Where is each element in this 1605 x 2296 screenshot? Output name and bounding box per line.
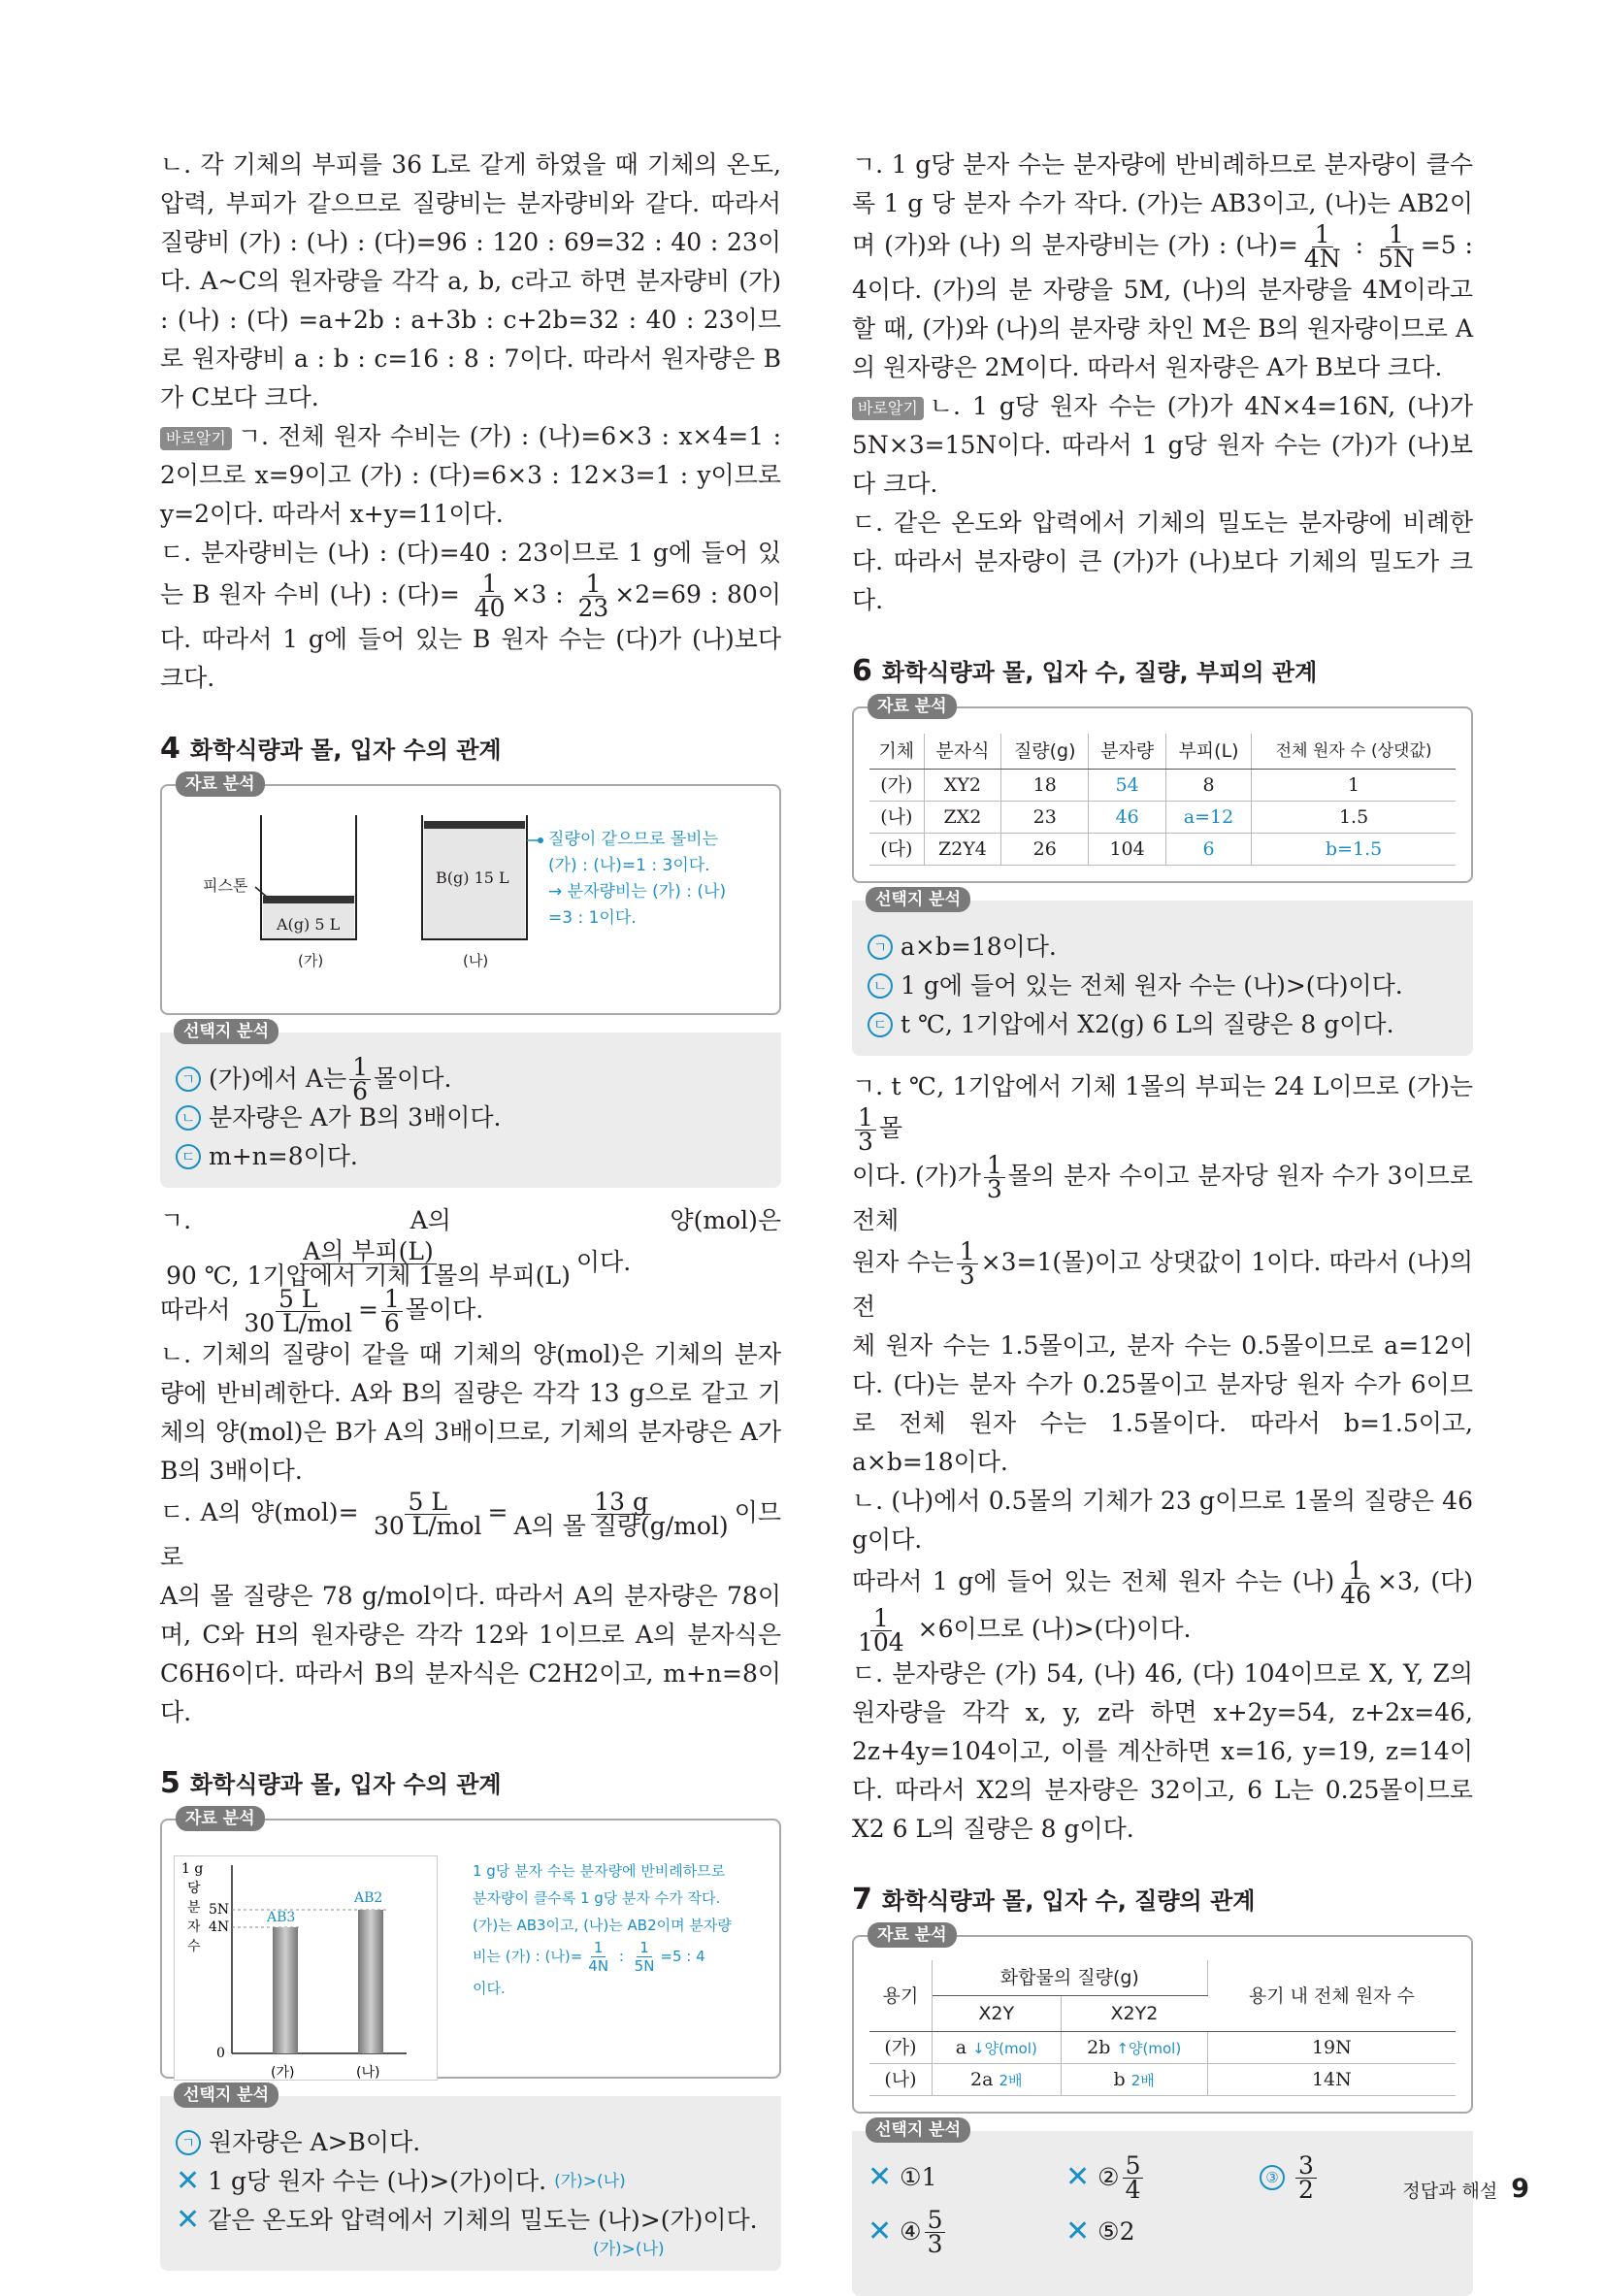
explain-2: 따라서 $\frac{5 L}{\text{30 L/mol}}$ = $\frac{1}{6}$ 몰이다.: [160, 1285, 484, 1337]
section-7-data-box: 자료 분석 용기 화합물의 질량(g) 용기 내 전체 원자 수 X2Y X2Y2 (가) a ↓양(mol) 2b ↑양(mol) 19N (나) 2a 2배 b 2배 14N: [852, 1935, 1473, 2114]
svg-text:1 g: 1 g: [181, 1861, 204, 1877]
choice-item: ㄱ (가)에서 A는 $\frac{1}{6}$ 몰이다.: [176, 1060, 766, 1099]
option-2: ✕ ② $\frac{5}{4}$: [1065, 2158, 1146, 2197]
tick-5n: 5N: [209, 1902, 230, 1918]
label-ga: (가): [298, 952, 324, 969]
choice-item: ㄴ 1 g에 들어 있는 전체 원자 수는 (나)>(다)이다.: [868, 967, 1458, 1005]
svg-text:수: 수: [187, 1939, 201, 1954]
choice-item: ㄷ m+n=8이다.: [176, 1137, 766, 1176]
svg-text:분: 분: [187, 1900, 201, 1916]
section-7-table: 용기 화합물의 질량(g) 용기 내 전체 원자 수 X2Y X2Y2 (가) a ↓양(mol) 2b ↑양(mol) 19N (나) 2a 2배 b 2배 14N: [869, 1960, 1456, 2096]
svg-text:당: 당: [187, 1881, 201, 1896]
sec6-exp-2: 이다. (가)가 $\frac{1}{3}$ 몰의 분자 수이고 분자당 원자 수가 3이므로 전체: [852, 1151, 1473, 1234]
section-5-choices: 선택지 분석 ㄱ 원자량은 A>B이다. ✕ 1 g당 원자 수는 (나)>(가)이다. (가)>(나) ✕ 같은 온도와 압력에서 기체의 밀도는 (나)>(가)이다. (가)>(나): [160, 2096, 781, 2271]
section-6-heading: 6 화학식량과 몰, 입자 수, 질량, 부피의 관계: [852, 654, 1318, 688]
right-column: [852, 146, 1473, 2296]
section-6-data-box: 자료 분석 기체 분자식 질량(g) 분자량 부피(L) 전체 원자 수 (상댓값) (가) XY2 18 54 8 1 (나) ZX2 23 46 a=12 1.5 (다) Z2Y4 26 104 6 b=1.5: [852, 706, 1473, 883]
gas-b-label: B(g) 15 L: [436, 869, 509, 887]
choice-item: ㄴ 분자량은 A가 B의 3배이다.: [176, 1099, 766, 1137]
section-5-data-box: 자료 분석 1 g 당 분 자 수 5N 4N 0 AB3 AB2 (가) (나) 1 g당 분자 수는 분자량에 반비례하므로 분자량이 클수록 1 g당 분자 수가 작다. (가)는 AB3이고, (나)는 AB2이며 분자량 비는 (가) : (나)= $\frac{1}{4N}$ : $\frac{1}{5N}$ =5 : 4 이다.: [160, 1819, 781, 2079]
sec6-exp-4: 체 원자 수는 1.5몰이고, 분자 수는 0.5몰이므로 a=12이다. (다)는 분자 수가 0.25몰이고 분자당 원자 수가 6이므로 전체 원자 수는 1.5몰이다. 따라서 b=1.5이고, a×b=18이다.: [852, 1331, 1473, 1476]
explain-1: ㄱ. A의 양(mol)은 $\frac{\text{A의 부피(L)}}{\text{90 ℃, 1기압에서 기체 1몰의 부피(L)}}$ 이다.: [160, 1206, 781, 1290]
table-row: (다) Z2Y4 26 104 6 b=1.5: [869, 834, 1456, 866]
explain-4: ㄷ. A의 양(mol)= $\frac{5 L}{\text{30 L/mol}}$ = $\frac{13 g}{\text{A의 몰 질량(g/mol)}}$ 이므로: [160, 1488, 781, 1571]
tick-4n: 4N: [209, 1919, 230, 1935]
svg-text:(가): (가): [271, 2065, 295, 2081]
sec6-exp-1: ㄱ. t ℃, 1기압에서 기체 1몰의 부피는 24 L이므로 (가)는 $\frac{1}{3}$ 몰: [852, 1072, 1473, 1156]
svg-text:(나): (나): [356, 2065, 380, 2081]
bar-ab3: [273, 1927, 298, 2053]
choice-item: ✕ 같은 온도와 압력에서 기체의 밀도는 (나)>(가)이다.: [176, 2201, 766, 2240]
option-1: ✕ ① 1: [868, 2160, 937, 2194]
sec6-exp-7: ㄷ. 분자량은 (가) 54, (나) 46, (다) 104이므로 X, Y, Z의 원자량을 각각 x, y, z라 하면 x+2y=54, z+2x=46, 2z+4y=104이고, 이를 계산하면 x=16, y=19, z=14이다. 따라서 X2의 분자량은 32이고, 6 L는 0.25몰이므로 X2 6 L의 질량은 8 g이다.: [852, 1659, 1473, 1843]
table-row: (나) 2a 2배 b 2배 14N: [869, 2064, 1456, 2096]
fraction: $\frac{1}{23}$: [577, 570, 609, 622]
svg-text:자: 자: [187, 1919, 201, 1935]
wrong-paragraph-1: 바로알기 ㄱ. 전체 원자 수비는 (가) : (나)=6×3 : x×4=1 : 2이므로 x=9이고 (가) : (다)=6×3 : 12×3=1 : y이므로 y=2이다. 따라서 x+y=11이다.: [160, 422, 781, 528]
fraction: $\frac{1}{40}$: [474, 570, 506, 622]
right-wrong-2: ㄷ. 같은 온도와 압력에서 기체의 밀도는 분자량에 비례한다. 따라서 분자량이 큰 (가)가 (나)보다 기체의 밀도가 크다.: [852, 508, 1473, 614]
right-intro: ㄱ. 1 g당 분자 수는 분자량에 반비례하므로 분자량이 클수록 1 g 당 분자 수가 작다. (가)는 AB3이고, (나)는 AB2이며 (가)와 (나) 의 분자량비는 (가) : (나)= $\frac{1}{4N}$ : $\frac{1}{5N}$ =5 : 4이다. (가)의 분 자량을 5M, (나)의 분자량을 4M이라고 할 때, (가)와 (나)의 분자량 차인 M은 B의 원자량이므로 A의 원자량은 2M이다. 따라서 원자량은 A가 B보다 크다.: [852, 150, 1473, 381]
x-mark-icon: ✕: [176, 2203, 201, 2237]
table-row: (가) a ↓양(mol) 2b ↑양(mol) 19N: [869, 2032, 1456, 2064]
svg-text:0: 0: [216, 2046, 225, 2061]
bar-ab2: [358, 1910, 383, 2053]
sec6-exp-6: 따라서 1 g에 들어 있는 전체 원자 수는 (나) $\frac{1}{46}$ ×3, (다) $\frac{1}{104}$ ×6이므로 (나)>(다)이다.: [852, 1557, 1474, 1656]
sec6-exp-5: ㄴ. (나)에서 0.5몰의 기체가 23 g이므로 1몰의 질량은 46 g이다.: [852, 1487, 1473, 1554]
table-row: (나) ZX2 23 46 a=12 1.5: [869, 802, 1456, 834]
section-4-heading: 4 화학식량과 몰, 입자 수의 관계: [160, 732, 502, 766]
section-6-table: 기체 분자식 질량(g) 분자량 부피(L) 전체 원자 수 (상댓값) (가) XY2 18 54 8 1 (나) ZX2 23 46 a=12 1.5 (다) Z2Y4 26 104 6 b=1.5: [869, 734, 1456, 866]
option-5: ✕ ⑤ 2: [1065, 2214, 1135, 2248]
section-6-choices: 선택지 분석 ㄱ a×b=18이다. ㄴ 1 g에 들어 있는 전체 원자 수는 (나)>(다)이다. ㄷ t ℃, 1기압에서 X2(g) 6 L의 질량은 8 g이다.: [852, 901, 1473, 1056]
option-3: ③ $\frac{3}{2}$: [1260, 2158, 1320, 2197]
svg-text:AB2: AB2: [354, 1890, 383, 1906]
bar-chart: [174, 1855, 465, 2108]
choice-item: ㄷ t ℃, 1기압에서 X2(g) 6 L의 질량은 8 g이다.: [868, 1005, 1458, 1044]
section-7-choices: 선택지 분석 ✕ ① 1 ✕ ② $\frac{5}{4}$ ③ $\frac{3}{2}$ ✕ ④ $\frac{5}{3}$ ✕ ⑤ 2: [852, 2131, 1473, 2296]
footer-label: 정답과 해설: [1402, 2181, 1498, 2202]
choice-item: ㄱ a×b=18이다.: [868, 928, 1458, 967]
wrong-paragraph-2: ㄷ. 분자량비는 (나) : (다)=40 : 23이므로 1 g에 들어 있는 B 원자 수비 (나) : (다)= $\frac{1}{40}$ ×3 : $\frac{1}{23}$ ×2=69 : 80이다. 따라서 1 g에 들어 있는 B 원자 수는 (다)가 (나)보다 크다.: [160, 539, 781, 692]
gas-a-label: A(g) 5 L: [277, 915, 341, 934]
section-4-choices: 선택지 분석 ㄱ (가)에서 A는 $\frac{1}{6}$ 몰이다. ㄴ 분자량은 A가 B의 3배이다. ㄷ m+n=8이다.: [160, 1033, 781, 1188]
left-column: [160, 146, 781, 2271]
right-wrong-1: 바로알기 ㄴ. 1 g당 원자 수는 (가)가 4N×4=16N, (나)가 5N×3=15N이다. 따라서 1 g당 원자 수는 (가)가 (나)보다 크다.: [852, 392, 1473, 498]
x-mark-icon: ✕: [176, 2164, 201, 2198]
choice-item: ✕ 1 g당 원자 수는 (나)>(가)이다. (가)>(나): [176, 2162, 766, 2201]
section-7-heading: 7 화학식량과 몰, 입자 수, 질량의 관계: [852, 1883, 1256, 1917]
choice-item: ㄱ 원자량은 A>B이다.: [176, 2123, 766, 2162]
wrong-tag: 바로알기: [160, 427, 232, 450]
svg-text:AB3: AB3: [267, 1910, 296, 1925]
option-4: ✕ ④ $\frac{5}{3}$: [868, 2213, 948, 2251]
table-row: (가) XY2 18 54 8 1: [869, 770, 1456, 802]
label-na: (나): [463, 952, 489, 969]
page-number: 9: [1511, 2174, 1529, 2204]
explain-5: A의 몰 질량은 78 g/mol이다. 따라서 A의 분자량은 78이며, C와 H의 원자량은 각각 12와 1이므로 A의 분자식은 C6H6이다. 따라서 B의 분자식은 C2H2이고, m+n=8이다.: [160, 1582, 781, 1726]
section-5-heading: 5 화학식량과 몰, 입자 수의 관계: [160, 1766, 502, 1800]
page-footer: [1402, 2174, 1529, 2204]
section-4-data-box: [160, 774, 781, 1015]
box-tag: 자료 분석: [176, 771, 265, 797]
sec6-exp-3: 원자 수는 $\frac{1}{3}$ ×3=1(몰)이고 상댓값이 1이다. 따라서 (나)의 전: [852, 1237, 1473, 1321]
explain-3: ㄴ. 기체의 질량이 같을 때 기체의 양(mol)은 기체의 분자량에 반비례한다. A와 B의 질량은 각각 13 g으로 같고 기체의 양(mol)은 B가 A의 3배이므로, 기체의 분자량은 A가 B의 3배이다.: [160, 1340, 781, 1485]
intro-paragraph: ㄴ. 각 기체의 부피를 36 L로 같게 하였을 때 기체의 온도, 압력, 부피가 같으므로 질량비는 분자량비와 같다. 따라서 질량비 (가) : (나) : (다)=96 : 120 : 69=32 : 40 : 23이다. A~C의 원자량을 각각 a, b, c라고 하면 분자량비 (가) : (나) : (다) =a+2b : a+3b : c+2b=32 : 40 : 23이므로 원자량비 a : b : c=16 : 8 : 7이다. 따라서 원자량은 B가 C보다 크다.: [160, 150, 781, 411]
section-4-note: 질량이 같으므로 몰비는 (가) : (나)=1 : 3이다. → 분자량비는 (가) : (나) =3 : 1이다.: [548, 830, 727, 928]
piston-label: 피스톤: [203, 876, 248, 895]
section-5-note: 1 g당 분자 수는 분자량에 반비례하므로 분자량이 클수록 1 g당 분자 수가 작다. (가)는 AB3이고, (나)는 AB2이며 분자량 비는 (가) : (나)= $\frac{1}{4N}$ : $\frac{1}{5N}$ =5 : 4 이다.: [473, 1862, 732, 1997]
